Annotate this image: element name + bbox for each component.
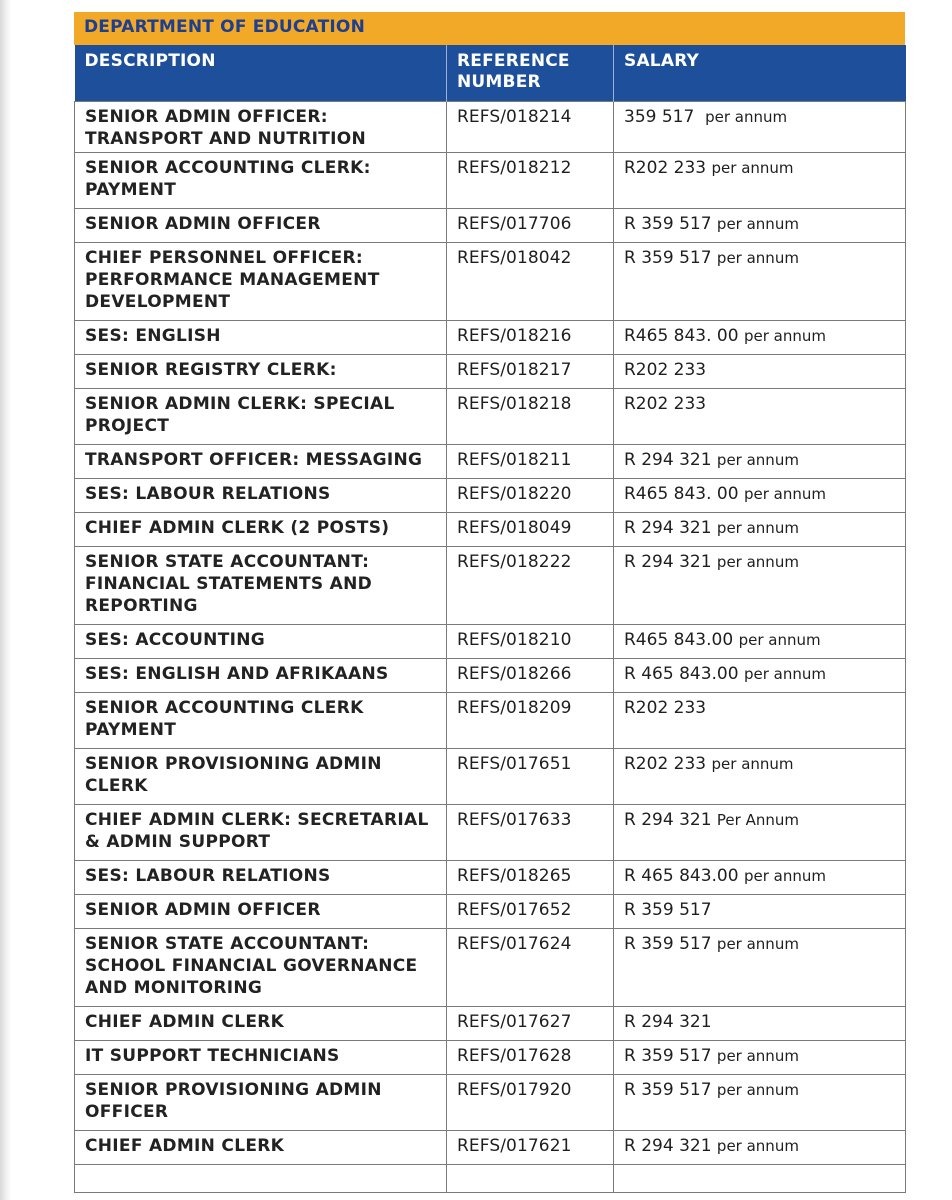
row-description: SENIOR ADMIN OFFICER: TRANSPORT AND NUTRITION: [75, 101, 447, 152]
row-salary: [614, 804, 906, 860]
header-description: DESCRIPTION: [75, 45, 447, 101]
table-row: [75, 804, 906, 860]
row-salary: [614, 1074, 906, 1130]
salary-amount: R202 233: [624, 393, 707, 414]
row-salary: [614, 152, 906, 208]
table-row: [75, 1074, 906, 1130]
table-row: [75, 1130, 906, 1164]
row-reference: REFS/017621: [447, 1130, 614, 1164]
salary-unit: per annum: [743, 326, 826, 345]
row-reference: REFS/017920: [447, 1074, 614, 1130]
row-reference: REFS/017706: [447, 208, 614, 242]
row-reference: REFS/017627: [447, 1006, 614, 1040]
row-description: SES: ENGLISH AND AFRIKAANS: [75, 658, 447, 692]
row-reference: REFS/018049: [447, 512, 614, 546]
row-description: IT SUPPORT TECHNICIANS: [75, 1040, 447, 1074]
salary-amount: R 359 517: [624, 1079, 712, 1100]
header-salary: SALARY: [614, 45, 906, 101]
salary-amount: R 359 517: [624, 213, 712, 234]
row-reference: REFS/018210: [447, 624, 614, 658]
empty-cell: [447, 1164, 614, 1192]
table-row-empty: [75, 1164, 906, 1192]
salary-unit: per annum: [743, 866, 826, 885]
table-row: [75, 320, 906, 354]
row-description: CHIEF ADMIN CLERK: [75, 1006, 447, 1040]
row-reference: REFS/018266: [447, 658, 614, 692]
salary-unit: per annum: [716, 248, 799, 267]
table-row: [75, 354, 906, 388]
row-salary: [614, 658, 906, 692]
page-edge-shadow: [0, 0, 12, 1200]
row-description: SENIOR ACCOUNTING CLERK PAYMENT: [75, 692, 447, 748]
table-row: [75, 692, 906, 748]
table-row: [75, 860, 906, 894]
row-reference: REFS/017628: [447, 1040, 614, 1074]
row-salary: [614, 208, 906, 242]
salary-unit: per annum: [716, 214, 799, 233]
salary-amount: R 294 321: [624, 449, 712, 470]
row-salary: [614, 478, 906, 512]
salary-amount: R 359 517: [624, 933, 712, 954]
table-row: [75, 894, 906, 928]
row-description: SENIOR ADMIN OFFICER: [75, 208, 447, 242]
row-salary: [614, 860, 906, 894]
header-reference-number: REFERENCE NUMBER: [447, 45, 614, 101]
row-description: CHIEF PERSONNEL OFFICER: PERFORMANCE MANAGEMENT DEVELOPMENT: [75, 242, 447, 320]
salary-amount: 359 517: [624, 106, 695, 127]
row-description: CHIEF ADMIN CLERK (2 POSTS): [75, 512, 447, 546]
row-reference: REFS/017633: [447, 804, 614, 860]
salary-unit: per annum: [716, 450, 799, 469]
salary-unit: per annum: [716, 1080, 799, 1099]
row-description: SES: LABOUR RELATIONS: [75, 478, 447, 512]
salary-unit: per annum: [716, 1046, 799, 1065]
row-salary: [614, 1040, 906, 1074]
row-description: SES: LABOUR RELATIONS: [75, 860, 447, 894]
row-reference: REFS/018042: [447, 242, 614, 320]
row-reference: REFS/018220: [447, 478, 614, 512]
row-reference: REFS/018265: [447, 860, 614, 894]
row-description: SES: ENGLISH: [75, 320, 447, 354]
table-row: [75, 1006, 906, 1040]
salary-amount: R202 233: [624, 753, 707, 774]
table-row: [75, 152, 906, 208]
row-description: SENIOR REGISTRY CLERK:: [75, 354, 447, 388]
row-salary: [614, 354, 906, 388]
table-row: [75, 242, 906, 320]
table-row: [75, 1040, 906, 1074]
table-row: [75, 101, 906, 152]
row-description: SENIOR ADMIN OFFICER: [75, 894, 447, 928]
table-header-row: [75, 45, 906, 101]
salary-unit: per annum: [743, 664, 826, 683]
row-description: CHIEF ADMIN CLERK: [75, 1130, 447, 1164]
row-description: SENIOR PROVISIONING ADMIN OFFICER: [75, 1074, 447, 1130]
row-description: SENIOR ADMIN CLERK: SPECIAL PROJECT: [75, 388, 447, 444]
table-row: [75, 748, 906, 804]
salary-amount: R 359 517: [624, 247, 712, 268]
row-salary: [614, 320, 906, 354]
salary-amount: R 465 843.00: [624, 663, 739, 684]
row-salary: [614, 1130, 906, 1164]
table-row: [75, 444, 906, 478]
row-description: SES: ACCOUNTING: [75, 624, 447, 658]
row-reference: REFS/018222: [447, 546, 614, 624]
salary-unit: per annum: [716, 934, 799, 953]
row-reference: REFS/018216: [447, 320, 614, 354]
table-row: [75, 208, 906, 242]
salary-amount: R465 843. 00: [624, 325, 739, 346]
salary-amount: R 294 321: [624, 551, 712, 572]
row-description: SENIOR STATE ACCOUNTANT: SCHOOL FINANCIAL GOVERNANCE AND MONITORING: [75, 928, 447, 1006]
row-salary: [614, 1006, 906, 1040]
vacancy-table-container: [74, 12, 905, 1193]
salary-amount: R465 843.00: [624, 629, 734, 650]
salary-unit: per annum: [716, 1136, 799, 1155]
row-salary: [614, 624, 906, 658]
row-reference: REFS/018217: [447, 354, 614, 388]
salary-amount: R 294 321: [624, 1011, 712, 1032]
salary-amount: R202 233: [624, 359, 707, 380]
table-row: [75, 624, 906, 658]
salary-unit: per annum: [743, 484, 826, 503]
row-salary: [614, 444, 906, 478]
salary-unit: per annum: [705, 107, 788, 126]
row-reference: REFS/018218: [447, 388, 614, 444]
row-salary: [614, 512, 906, 546]
empty-cell: [75, 1164, 447, 1192]
salary-amount: R 465 843.00: [624, 865, 739, 886]
row-reference: REFS/017624: [447, 928, 614, 1006]
row-salary: [614, 692, 906, 748]
row-salary: [614, 242, 906, 320]
row-description: CHIEF ADMIN CLERK: SECRETARIAL & ADMIN SUPPORT: [75, 804, 447, 860]
row-salary: [614, 388, 906, 444]
table-row: [75, 928, 906, 1006]
salary-unit: per annum: [738, 630, 821, 649]
salary-amount: R 294 321: [624, 517, 712, 538]
row-reference: REFS/018211: [447, 444, 614, 478]
row-reference: REFS/018214: [447, 101, 614, 152]
row-reference: REFS/017652: [447, 894, 614, 928]
row-reference: REFS/017651: [447, 748, 614, 804]
salary-unit: per annum: [716, 552, 799, 571]
table-row: [75, 546, 906, 624]
table-row: [75, 658, 906, 692]
salary-unit: per annum: [711, 754, 794, 773]
row-salary: [614, 748, 906, 804]
table-row: [75, 388, 906, 444]
table-row: [75, 478, 906, 512]
salary-amount: R202 233: [624, 157, 707, 178]
salary-amount: R 359 517: [624, 1045, 712, 1066]
row-reference: REFS/018209: [447, 692, 614, 748]
department-title: DEPARTMENT OF EDUCATION: [74, 12, 905, 45]
vacancy-table: [74, 45, 906, 1193]
salary-unit: per annum: [711, 158, 794, 177]
row-salary: [614, 928, 906, 1006]
row-description: SENIOR PROVISIONING ADMIN CLERK: [75, 748, 447, 804]
row-description: TRANSPORT OFFICER: MESSAGING: [75, 444, 447, 478]
salary-amount: R 359 517: [624, 899, 712, 920]
row-description: SENIOR ACCOUNTING CLERK: PAYMENT: [75, 152, 447, 208]
table-row: [75, 512, 906, 546]
salary-unit: Per Annum: [716, 810, 799, 829]
row-salary: [614, 546, 906, 624]
empty-cell: [614, 1164, 906, 1192]
salary-amount: R202 233: [624, 697, 707, 718]
row-reference: REFS/018212: [447, 152, 614, 208]
row-salary: [614, 894, 906, 928]
salary-amount: R 294 321: [624, 809, 712, 830]
salary-amount: R465 843. 00: [624, 483, 739, 504]
row-salary: [614, 101, 906, 152]
salary-unit: per annum: [716, 518, 799, 537]
salary-amount: R 294 321: [624, 1135, 712, 1156]
row-description: SENIOR STATE ACCOUNTANT: FINANCIAL STATEMENTS AND REPORTING: [75, 546, 447, 624]
